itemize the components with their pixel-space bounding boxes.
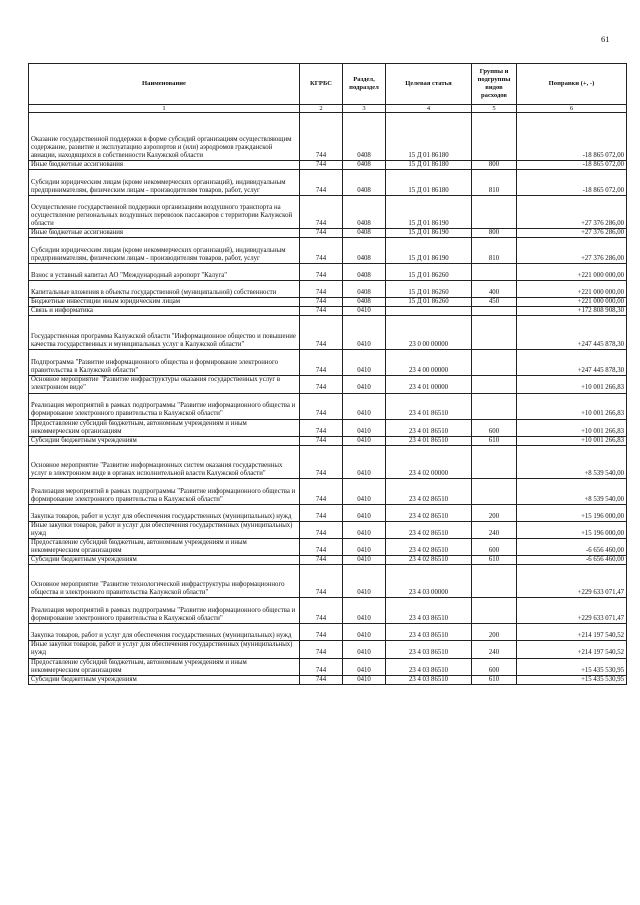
row-kgrbs: 744: [300, 565, 343, 598]
row-expense-group: 610: [472, 436, 517, 445]
row-amount: +10 001 266,83: [517, 393, 627, 419]
table-row: [29, 316, 627, 350]
table-row: [29, 113, 627, 161]
row-amount: +214 197 540,52: [517, 641, 627, 658]
table-row: [29, 264, 627, 281]
row-kgrbs: 744: [300, 170, 343, 196]
row-amount: +27 376 286,00: [517, 238, 627, 264]
row-amount: +15 435 530,95: [517, 675, 627, 684]
table-row: [29, 478, 627, 504]
row-expense-group: [472, 565, 517, 598]
row-target-article: 23 4 01 00000: [386, 376, 472, 393]
budget-amendments-table: [28, 63, 627, 685]
row-target-article: 15 Д 01 86180: [386, 161, 472, 170]
row-expense-group: 450: [472, 298, 517, 307]
row-section: 0410: [343, 445, 386, 478]
row-name: Субсидии бюджетным учреждениям: [29, 436, 300, 445]
row-expense-group: 800: [472, 229, 517, 238]
row-target-article: 23 4 02 86510: [386, 478, 472, 504]
row-expense-group: 200: [472, 624, 517, 641]
row-name: Иные бюджетные ассигнования: [29, 161, 300, 170]
row-kgrbs: 744: [300, 445, 343, 478]
row-name: Субсидии бюджетным учреждениям: [29, 556, 300, 565]
row-name: Связь и информатика: [29, 307, 300, 316]
table-row: [29, 196, 627, 229]
row-target-article: 23 0 00 00000: [386, 316, 472, 350]
row-amount: -18 865 072,00: [517, 113, 627, 161]
row-kgrbs: 744: [300, 521, 343, 538]
row-kgrbs: 744: [300, 264, 343, 281]
row-amount: +221 000 000,00: [517, 298, 627, 307]
table-row: [29, 675, 627, 684]
row-kgrbs: 744: [300, 556, 343, 565]
column-number: 2: [300, 105, 343, 113]
row-amount: +10 001 266,83: [517, 419, 627, 436]
table-row: [29, 350, 627, 376]
row-section: 0410: [343, 316, 386, 350]
table-row: [29, 238, 627, 264]
table-row: [29, 445, 627, 478]
header-kgrbs: КГРБС: [300, 64, 343, 105]
row-section: 0410: [343, 521, 386, 538]
row-amount: +221 000 000,00: [517, 281, 627, 298]
row-target-article: 23 4 03 86510: [386, 641, 472, 658]
row-amount: -6 656 460,00: [517, 556, 627, 565]
row-expense-group: 800: [472, 161, 517, 170]
row-section: 0408: [343, 298, 386, 307]
row-target-article: 23 4 00 00000: [386, 350, 472, 376]
row-name: Субсидии бюджетным учреждениям: [29, 675, 300, 684]
table-row: [29, 229, 627, 238]
row-amount: +214 197 540,52: [517, 624, 627, 641]
row-target-article: 23 4 03 86510: [386, 675, 472, 684]
row-target-article: 23 4 02 86510: [386, 504, 472, 521]
row-target-article: 23 4 02 86510: [386, 521, 472, 538]
row-kgrbs: 744: [300, 598, 343, 624]
row-expense-group: 610: [472, 675, 517, 684]
row-expense-group: [472, 316, 517, 350]
row-name: Основное мероприятие "Развитие информационных систем оказания государственных услуг в электронном виде в органах исполнительной власти Калужской области": [29, 445, 300, 478]
row-target-article: [386, 307, 472, 316]
row-name: Бюджетные инвестиции иным юридическим лицам: [29, 298, 300, 307]
row-section: 0410: [343, 565, 386, 598]
row-kgrbs: 744: [300, 641, 343, 658]
row-section: 0408: [343, 170, 386, 196]
row-section: 0408: [343, 113, 386, 161]
table-row: [29, 641, 627, 658]
row-expense-group: 810: [472, 170, 517, 196]
row-target-article: 23 4 02 86510: [386, 539, 472, 556]
row-name: Реализация мероприятий в рамках подпрограммы "Развитие информационного общества и формирование электронного правительства в Калужской области": [29, 393, 300, 419]
row-name: Реализация мероприятий в рамках подпрограммы "Развитие информационного общества и формирование электронного правительства в Калужской области": [29, 598, 300, 624]
row-kgrbs: 744: [300, 350, 343, 376]
row-name: Оказание государственной поддержки в форме субсидий организациям осуществляющим содержание, развитие и эксплуатацию аэропортов и (или) аэродромов гражданской авиации, находящихся в собственности Калужской области: [29, 113, 300, 161]
row-amount: +8 539 540,00: [517, 478, 627, 504]
table-row: [29, 298, 627, 307]
row-kgrbs: 744: [300, 504, 343, 521]
row-kgrbs: 744: [300, 393, 343, 419]
row-expense-group: 400: [472, 281, 517, 298]
row-amount: +8 539 540,00: [517, 445, 627, 478]
row-amount: +10 001 266,83: [517, 376, 627, 393]
row-name: Осуществление государственной поддержки организациям воздушного транспорта на осуществление региональных воздушных перевозок пассажиров с территории Калужской области: [29, 196, 300, 229]
row-expense-group: 200: [472, 504, 517, 521]
row-amount: +172 808 908,30: [517, 307, 627, 316]
row-expense-group: [472, 307, 517, 316]
row-section: 0410: [343, 478, 386, 504]
row-expense-group: [472, 264, 517, 281]
row-kgrbs: 744: [300, 307, 343, 316]
row-kgrbs: 744: [300, 196, 343, 229]
column-number: 5: [472, 105, 517, 113]
row-amount: -18 865 072,00: [517, 170, 627, 196]
row-kgrbs: 744: [300, 478, 343, 504]
row-amount: +221 000 000,00: [517, 264, 627, 281]
table-row: [29, 419, 627, 436]
row-section: 0410: [343, 658, 386, 675]
row-expense-group: [472, 478, 517, 504]
row-expense-group: 600: [472, 419, 517, 436]
row-expense-group: 600: [472, 539, 517, 556]
table-row: [29, 170, 627, 196]
row-expense-group: 810: [472, 238, 517, 264]
row-name: Предоставление субсидий бюджетным, автономным учреждениям и иным некоммерческим организациям: [29, 658, 300, 675]
row-target-article: 23 4 02 86510: [386, 556, 472, 565]
row-section: 0410: [343, 307, 386, 316]
row-target-article: 15 Д 01 86180: [386, 170, 472, 196]
row-kgrbs: 744: [300, 316, 343, 350]
row-name: Предоставление субсидий бюджетным, автономным учреждениям и иным некоммерческим организациям: [29, 419, 300, 436]
row-amount: +229 633 071,47: [517, 565, 627, 598]
row-amount: +247 445 878,30: [517, 350, 627, 376]
table-row: [29, 598, 627, 624]
row-kgrbs: 744: [300, 113, 343, 161]
row-section: 0410: [343, 376, 386, 393]
row-section: 0410: [343, 350, 386, 376]
row-amount: +10 001 266,83: [517, 436, 627, 445]
row-section: 0408: [343, 264, 386, 281]
header-name: Наименование: [29, 64, 300, 105]
row-name: Субсидии юридическим лицам (кроме некоммерческих организаций), индивидуальным предпринимателям, физическим лицам - производителям товаров, работ, услуг: [29, 238, 300, 264]
row-kgrbs: 744: [300, 658, 343, 675]
row-kgrbs: 744: [300, 539, 343, 556]
row-target-article: 15 Д 01 86260: [386, 281, 472, 298]
row-target-article: 15 Д 01 86260: [386, 264, 472, 281]
table-row: [29, 281, 627, 298]
row-section: 0410: [343, 556, 386, 565]
row-kgrbs: 744: [300, 238, 343, 264]
row-target-article: 23 4 01 86510: [386, 436, 472, 445]
header-groups: Группы и подгруппы видов расходов: [472, 64, 517, 105]
table-row: [29, 376, 627, 393]
row-target-article: 15 Д 01 86260: [386, 298, 472, 307]
row-kgrbs: 744: [300, 624, 343, 641]
row-expense-group: [472, 350, 517, 376]
row-name: Государственная программа Калужской области "Информационное общество и повышение качества государственных и муниципальных услуг в Калужской области": [29, 316, 300, 350]
row-expense-group: [472, 393, 517, 419]
row-expense-group: 610: [472, 556, 517, 565]
row-kgrbs: 744: [300, 229, 343, 238]
row-target-article: 15 Д 01 86190: [386, 229, 472, 238]
row-kgrbs: 744: [300, 419, 343, 436]
row-target-article: 23 4 03 86510: [386, 658, 472, 675]
table-row: [29, 658, 627, 675]
row-kgrbs: 744: [300, 675, 343, 684]
row-section: 0410: [343, 641, 386, 658]
row-target-article: 23 4 01 86510: [386, 419, 472, 436]
row-section: 0408: [343, 196, 386, 229]
row-name: Закупка товаров, работ и услуг для обеспечения государственных (муниципальных) нужд: [29, 624, 300, 641]
table-row: [29, 521, 627, 538]
row-name: Основное мероприятие "Развитие технологической инфраструктуры информационного общества и электронного правительства Калужской области": [29, 565, 300, 598]
row-expense-group: 240: [472, 521, 517, 538]
table-row: [29, 565, 627, 598]
row-section: 0410: [343, 598, 386, 624]
header-section: Раздел, подраздел: [343, 64, 386, 105]
row-section: 0410: [343, 539, 386, 556]
table-row: [29, 161, 627, 170]
row-target-article: 23 4 03 00000: [386, 565, 472, 598]
row-amount: -18 865 072,00: [517, 161, 627, 170]
row-expense-group: [472, 376, 517, 393]
column-number-row: [29, 105, 627, 113]
row-name: Иные закупки товаров, работ и услуг для обеспечения государственных (муниципальных) нужд: [29, 641, 300, 658]
column-number: 3: [343, 105, 386, 113]
row-kgrbs: 744: [300, 298, 343, 307]
row-name: Капитальные вложения в объекты государственной (муниципальной) собственности: [29, 281, 300, 298]
row-amount: +27 376 286,00: [517, 196, 627, 229]
row-section: 0408: [343, 161, 386, 170]
row-expense-group: [472, 113, 517, 161]
row-section: 0408: [343, 281, 386, 298]
row-expense-group: [472, 598, 517, 624]
row-target-article: 15 Д 01 86180: [386, 113, 472, 161]
row-name: Взнос в уставный капитал АО "Международный аэропорт "Калуга": [29, 264, 300, 281]
row-name: Субсидии юридическим лицам (кроме некоммерческих организаций), индивидуальным предпринимателям, физическим лицам - производителям товаров, работ, услуг: [29, 170, 300, 196]
row-section: 0408: [343, 238, 386, 264]
table-row: [29, 624, 627, 641]
row-name: Иные закупки товаров, работ и услуг для обеспечения государственных (муниципальных) нужд: [29, 521, 300, 538]
row-kgrbs: 744: [300, 161, 343, 170]
row-target-article: 23 4 03 86510: [386, 598, 472, 624]
row-section: 0410: [343, 675, 386, 684]
row-kgrbs: 744: [300, 281, 343, 298]
header-amendments: Поправки (+, -): [517, 64, 627, 105]
row-section: 0408: [343, 229, 386, 238]
row-amount: +247 445 878,30: [517, 316, 627, 350]
row-name: Предоставление субсидий бюджетным, автономным учреждениям и иным некоммерческим организациям: [29, 539, 300, 556]
row-amount: -6 656 460,00: [517, 539, 627, 556]
row-amount: +15 196 000,00: [517, 521, 627, 538]
row-name: Основное мероприятие "Развитие инфраструктуры оказания государственных услуг в электронном виде": [29, 376, 300, 393]
row-target-article: 15 Д 01 86190: [386, 196, 472, 229]
table-row: [29, 393, 627, 419]
row-amount: +15 196 000,00: [517, 504, 627, 521]
row-name: Закупка товаров, работ и услуг для обеспечения государственных (муниципальных) нужд: [29, 504, 300, 521]
row-section: 0410: [343, 504, 386, 521]
row-name: Иные бюджетные ассигнования: [29, 229, 300, 238]
table-row: [29, 504, 627, 521]
table-row: [29, 556, 627, 565]
column-number: 1: [29, 105, 300, 113]
row-kgrbs: 744: [300, 376, 343, 393]
row-target-article: 23 4 03 86510: [386, 624, 472, 641]
row-target-article: 23 4 02 00000: [386, 445, 472, 478]
column-number: 4: [386, 105, 472, 113]
row-kgrbs: 744: [300, 436, 343, 445]
row-amount: +229 633 071,47: [517, 598, 627, 624]
row-target-article: 23 4 01 86510: [386, 393, 472, 419]
row-amount: +15 435 530,95: [517, 658, 627, 675]
header-target: Целевая статья: [386, 64, 472, 105]
row-expense-group: [472, 445, 517, 478]
row-section: 0410: [343, 419, 386, 436]
row-section: 0410: [343, 393, 386, 419]
row-name: Подпрограмма "Развитие информационного общества и формирование электронного правительства в Калужской области": [29, 350, 300, 376]
row-section: 0410: [343, 436, 386, 445]
column-number: 6: [517, 105, 627, 113]
row-target-article: 15 Д 01 86190: [386, 238, 472, 264]
table-body: [29, 113, 627, 685]
row-amount: +27 376 286,00: [517, 229, 627, 238]
row-section: 0410: [343, 624, 386, 641]
table-row: [29, 539, 627, 556]
row-name: Реализация мероприятий в рамках подпрограммы "Развитие информационного общества и формирование электронного правительства в Калужской области": [29, 478, 300, 504]
row-expense-group: 600: [472, 658, 517, 675]
page-number: 61: [601, 34, 610, 44]
table-row: [29, 307, 627, 316]
header-row: [29, 64, 627, 105]
row-expense-group: [472, 196, 517, 229]
row-expense-group: 240: [472, 641, 517, 658]
table-row: [29, 436, 627, 445]
